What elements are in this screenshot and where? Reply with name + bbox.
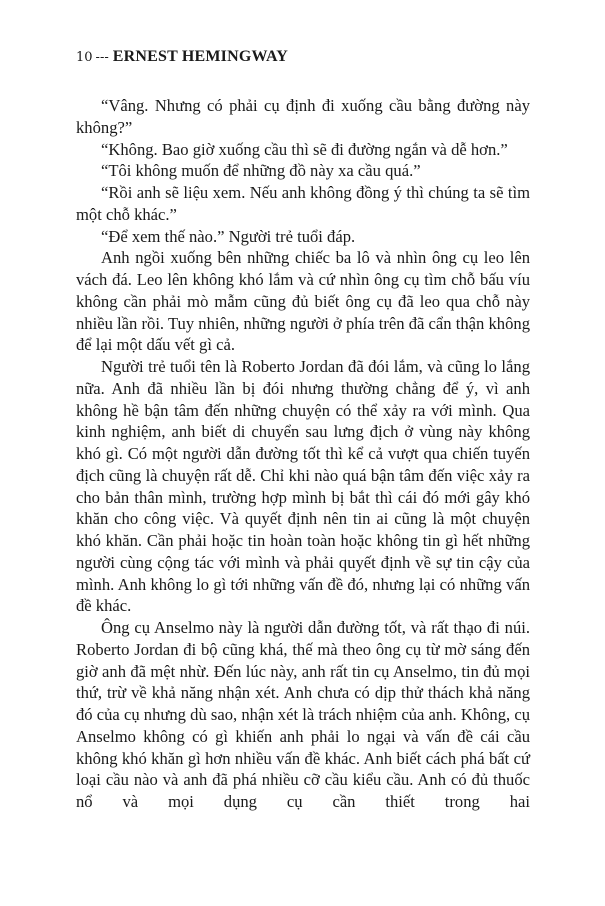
paragraph: “Tôi không muốn để những đồ này xa cầu quá.” bbox=[101, 161, 421, 181]
paragraph: “Vâng. Nhưng có phải cụ định đi xuống cầu bằng đường này không?” bbox=[76, 96, 530, 137]
running-header bbox=[76, 46, 288, 66]
paragraph: “Để xem thế nào.” Người trẻ tuổi đáp. bbox=[101, 226, 356, 246]
author-name: ERNEST HEMINGWAY bbox=[112, 48, 288, 65]
paragraph: Anh ngồi xuống bên những chiếc ba lô và nhìn ông cụ leo lên vách đá. Leo lên không khó lắm và cứ nhìn ông cụ tìm chỗ bấu víu không cần phải mò mẫm cũng đủ biết ông cụ đã leo qua chỗ này nhiều lần rồi. Tuy nhiên, những người ở phía trên đã cẩn thận không để lại một dấu vết gì cả. bbox=[76, 248, 530, 355]
page-number: 10 bbox=[76, 50, 93, 65]
body-text bbox=[76, 95, 530, 813]
header-separator: --- bbox=[95, 50, 109, 65]
paragraph: “Rồi anh sẽ liệu xem. Nếu anh không đồng ý thì chúng ta sẽ tìm một chỗ khác.” bbox=[76, 183, 530, 224]
paragraph: Ông cụ Anselmo này là người dẫn đường tốt, và rất thạo đi núi. Roberto Jordan đi bộ cũng khá, thế mà theo ông cụ từ mờ sáng đến giờ anh đã mệt nhừ. Đến lúc này, anh rất tin cụ Anselmo, tin đủ mọi thứ, trừ về khả năng nhận xét. Anh chưa có dịp thử thách khả năng đó của cụ nhưng dù sao, nhận xét là trách nhiệm của anh. Không, cụ Anselmo không có gì khiến anh phải lo ngại và vấn đề cái cầu không khó khăn gì hơn nhiều vấn đề khác. Anh biết cách phá bất cứ loại cầu nào và anh đã phá nhiều cỡ cầu kiểu cầu. Anh có đủ thuốc nổ và mọi dụng cụ cần thiết trong hai bbox=[76, 618, 530, 811]
paragraph: “Không. Bao giờ xuống cầu thì sẽ đi đường ngắn và dễ hơn.” bbox=[101, 139, 508, 159]
paragraph: Người trẻ tuổi tên là Roberto Jordan đã đói lắm, và cũng lo lắng nữa. Anh đã nhiều lần bị đói nhưng thường chẳng để ý, vì anh không hề bận tâm đến những chuyện có thể xảy ra với mình. Qua kinh nghiệm, anh biết di chuyển sau lưng địch ở vùng này không khó gì. Có một người dẫn đường tốt thì kể cả vượt qua chiến tuyến địch cũng là chuyện rất dễ. Chỉ khi nào quá bận tâm đến việc xảy ra cho bản thân mình, trường hợp mình bị bắt thì cái đó mới gây khó khăn cho công việc. Và quyết định nên tin ai cũng là một chuyện khó khăn. Cần phải hoặc tin hoàn toàn hoặc không tin gì hết những người cùng cộng tác với mình và phải quyết định về sự tin cậy của mình. Anh không lo gì tới những vấn đề đó, nhưng lại có những vấn đề khác. bbox=[76, 357, 530, 616]
